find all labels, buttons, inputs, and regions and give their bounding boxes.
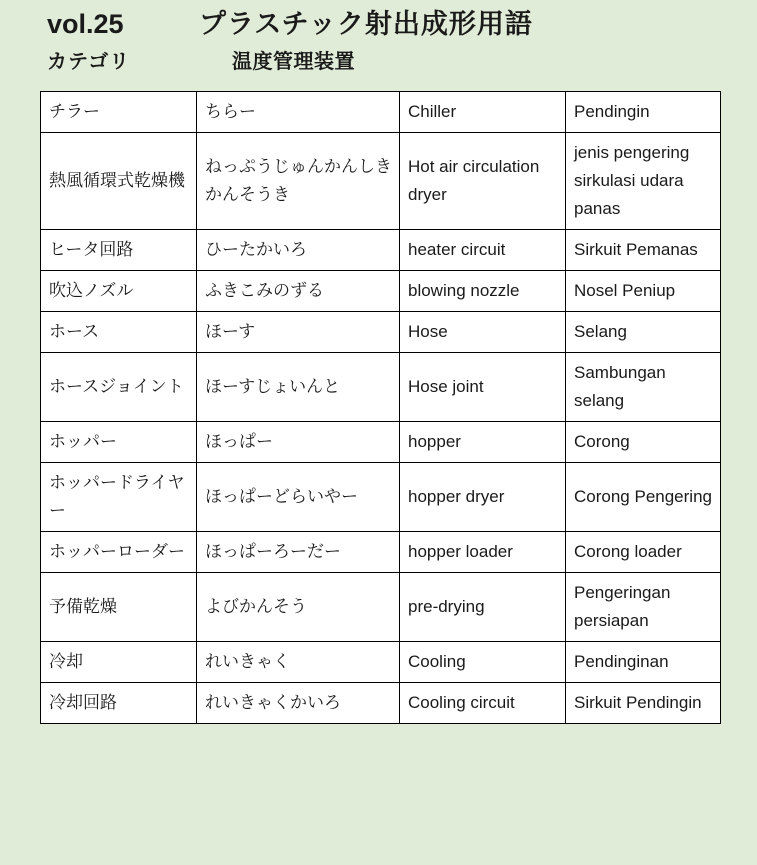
category-row <box>47 50 757 80</box>
table-row <box>41 133 721 230</box>
table-row <box>41 642 721 683</box>
term-indonesian: Selang <box>566 312 721 353</box>
page-title: プラスチック射出成形用語 <box>199 9 533 39</box>
table-row <box>41 573 721 642</box>
title-row <box>47 8 757 48</box>
category-label: カテゴリ <box>47 51 131 73</box>
term-indonesian: Corong <box>566 422 721 463</box>
table-row <box>41 230 721 271</box>
table-row <box>41 463 721 532</box>
term-kana: ねっぷうじゅんかんしきかんそうき <box>197 133 400 230</box>
term-english: hopper dryer <box>400 463 566 532</box>
term-indonesian: Sirkuit Pendingin <box>566 683 721 724</box>
term-japanese: 予備乾燥 <box>41 573 197 642</box>
term-indonesian: Corong Pengering <box>566 463 721 532</box>
term-kana: ほーすじょいんと <box>197 353 400 422</box>
term-kana: れいきゃく <box>197 642 400 683</box>
table-row <box>41 271 721 312</box>
term-kana: ひーたかいろ <box>197 230 400 271</box>
table-row <box>41 422 721 463</box>
term-english: Chiller <box>400 92 566 133</box>
term-english: hopper <box>400 422 566 463</box>
term-japanese: ホース <box>41 312 197 353</box>
term-japanese: ホッパードライヤー <box>41 463 197 532</box>
term-indonesian: Pendinginan <box>566 642 721 683</box>
table-row <box>41 92 721 133</box>
term-indonesian: Sambungan selang <box>566 353 721 422</box>
term-japanese: ホッパー <box>41 422 197 463</box>
term-kana: れいきゃくかいろ <box>197 683 400 724</box>
term-japanese: ヒータ回路 <box>41 230 197 271</box>
table-row <box>41 683 721 724</box>
glossary-table-wrapper <box>40 91 720 724</box>
term-indonesian: Pendingin <box>566 92 721 133</box>
term-japanese: 冷却 <box>41 642 197 683</box>
term-kana: よびかんそう <box>197 573 400 642</box>
term-english: Hot air circulation dryer <box>400 133 566 230</box>
term-indonesian: Pengeringan persiapan <box>566 573 721 642</box>
term-kana: ほーす <box>197 312 400 353</box>
term-english: Cooling circuit <box>400 683 566 724</box>
term-japanese: 熱風循環式乾燥機 <box>41 133 197 230</box>
term-japanese: 冷却回路 <box>41 683 197 724</box>
term-english: heater circuit <box>400 230 566 271</box>
volume-number: vol.25 <box>47 9 124 39</box>
table-row <box>41 312 721 353</box>
term-indonesian: Sirkuit Pemanas <box>566 230 721 271</box>
table-row <box>41 353 721 422</box>
term-indonesian: jenis pengering sirkulasi udara panas <box>566 133 721 230</box>
page-header <box>0 0 757 80</box>
term-kana: ほっぱーろーだー <box>197 532 400 573</box>
term-english: hopper loader <box>400 532 566 573</box>
term-kana: ほっぱー <box>197 422 400 463</box>
term-english: Cooling <box>400 642 566 683</box>
term-japanese: ホッパーローダー <box>41 532 197 573</box>
term-english: pre-drying <box>400 573 566 642</box>
term-kana: ふきこみのずる <box>197 271 400 312</box>
glossary-table <box>40 91 721 724</box>
term-japanese: ホースジョイント <box>41 353 197 422</box>
term-english: Hose joint <box>400 353 566 422</box>
glossary-table-body <box>41 92 721 724</box>
table-row <box>41 532 721 573</box>
category-value: 温度管理装置 <box>232 51 355 73</box>
term-indonesian: Corong loader <box>566 532 721 573</box>
term-japanese: 吹込ノズル <box>41 271 197 312</box>
term-japanese: チラー <box>41 92 197 133</box>
term-kana: ほっぱーどらいやー <box>197 463 400 532</box>
term-english: blowing nozzle <box>400 271 566 312</box>
term-indonesian: Nosel Peniup <box>566 271 721 312</box>
term-kana: ちらー <box>197 92 400 133</box>
term-english: Hose <box>400 312 566 353</box>
